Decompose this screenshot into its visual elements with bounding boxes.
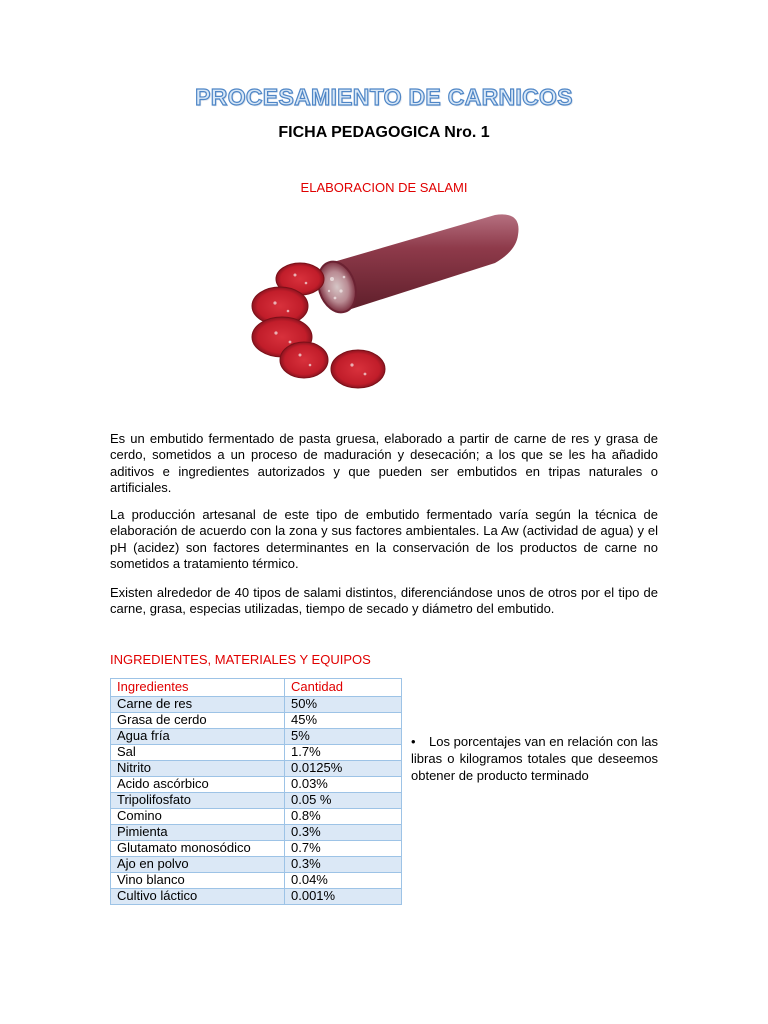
percentages-note xyxy=(411,733,658,784)
ingredient-name-cell: Comino xyxy=(111,809,285,825)
table-row xyxy=(111,873,402,889)
ingredients-heading: INGREDIENTES, MATERIALES Y EQUIPOS xyxy=(110,652,371,667)
ingredient-name-cell: Ajo en polvo xyxy=(111,857,285,873)
ingredient-amount-cell: 0.0125% xyxy=(285,761,402,777)
ingredient-amount-cell: 0.001% xyxy=(285,889,402,905)
paragraph-types: Existen alrededor de 40 tipos de salami distintos, diferenciándose unos de otros por el tipo de carne, grasa, especias utilizadas, tiempo de secado y diámetro del embutido. xyxy=(110,585,658,617)
ingredients-table xyxy=(110,678,402,905)
ingredient-amount-cell: 0.05 % xyxy=(285,793,402,809)
ingredient-amount-cell: 0.3% xyxy=(285,857,402,873)
ingredient-name-cell: Pimienta xyxy=(111,825,285,841)
ingredient-amount-cell: 0.3% xyxy=(285,825,402,841)
bullet-icon: • xyxy=(411,734,416,749)
ingredient-name-cell: Tripolifosfato xyxy=(111,793,285,809)
ingredient-name-cell: Carne de res xyxy=(111,697,285,713)
ingredients-table-body xyxy=(111,697,402,905)
page-title: PROCESAMIENTO DE CARNICOS xyxy=(195,84,573,110)
table-row xyxy=(111,713,402,729)
table-row xyxy=(111,777,402,793)
table-row xyxy=(111,841,402,857)
ingredient-amount-cell: 0.03% xyxy=(285,777,402,793)
ingredient-name-cell: Nitrito xyxy=(111,761,285,777)
ingredient-name-cell: Cultivo láctico xyxy=(111,889,285,905)
salami-log xyxy=(312,214,519,317)
table-row xyxy=(111,793,402,809)
section-heading: ELABORACION DE SALAMI xyxy=(300,180,468,195)
ingredient-amount-cell: 50% xyxy=(285,697,402,713)
table-row xyxy=(111,729,402,745)
paragraph-intro: Es un embutido fermentado de pasta gruesa, elaborado a partir de carne de res y grasa de cerdo, sometidos a un proceso de maduración y desecación; a los que se les ha añadido aditivos e ingredientes autorizados y que pueden ser embutidos en tripas naturales o artificiales. xyxy=(110,431,658,495)
table-row xyxy=(111,809,402,825)
ingredient-amount-cell: 1.7% xyxy=(285,745,402,761)
ingredient-name-cell: Acido ascórbico xyxy=(111,777,285,793)
ingredient-amount-cell: 0.04% xyxy=(285,873,402,889)
table-row xyxy=(111,857,402,873)
table-row xyxy=(111,825,402,841)
column-header-cantidad: Cantidad xyxy=(285,679,402,697)
ingredient-name-cell: Agua fría xyxy=(111,729,285,745)
salami-illustration xyxy=(240,203,530,398)
ingredient-name-cell: Sal xyxy=(111,745,285,761)
ingredient-amount-cell: 45% xyxy=(285,713,402,729)
table-row xyxy=(111,745,402,761)
ingredient-name-cell: Grasa de cerdo xyxy=(111,713,285,729)
ingredient-amount-cell: 0.7% xyxy=(285,841,402,857)
ingredient-name-cell: Glutamato monosódico xyxy=(111,841,285,857)
table-row xyxy=(111,761,402,777)
note-text: Los porcentajes van en relación con las libras o kilogramos totales que deseemos obtener de producto terminado xyxy=(411,734,658,783)
column-header-ingredientes: Ingredientes xyxy=(111,679,285,697)
ingredient-amount-cell: 5% xyxy=(285,729,402,745)
table-row xyxy=(111,697,402,713)
paragraph-production: La producción artesanal de este tipo de embutido fermentado varía según la técnica de elaboración de acuerdo con la zona y sus factores ambientales. La Aw (actividad de agua) y el pH (acidez) son factores determinantes en la conservación de los productos de carne no sometidos a tratamiento térmico. xyxy=(110,507,658,571)
ingredient-amount-cell: 0.8% xyxy=(285,809,402,825)
ingredient-name-cell: Vino blanco xyxy=(111,873,285,889)
table-row xyxy=(111,889,402,905)
document-subtitle: FICHA PEDAGOGICA Nro. 1 xyxy=(278,124,490,141)
